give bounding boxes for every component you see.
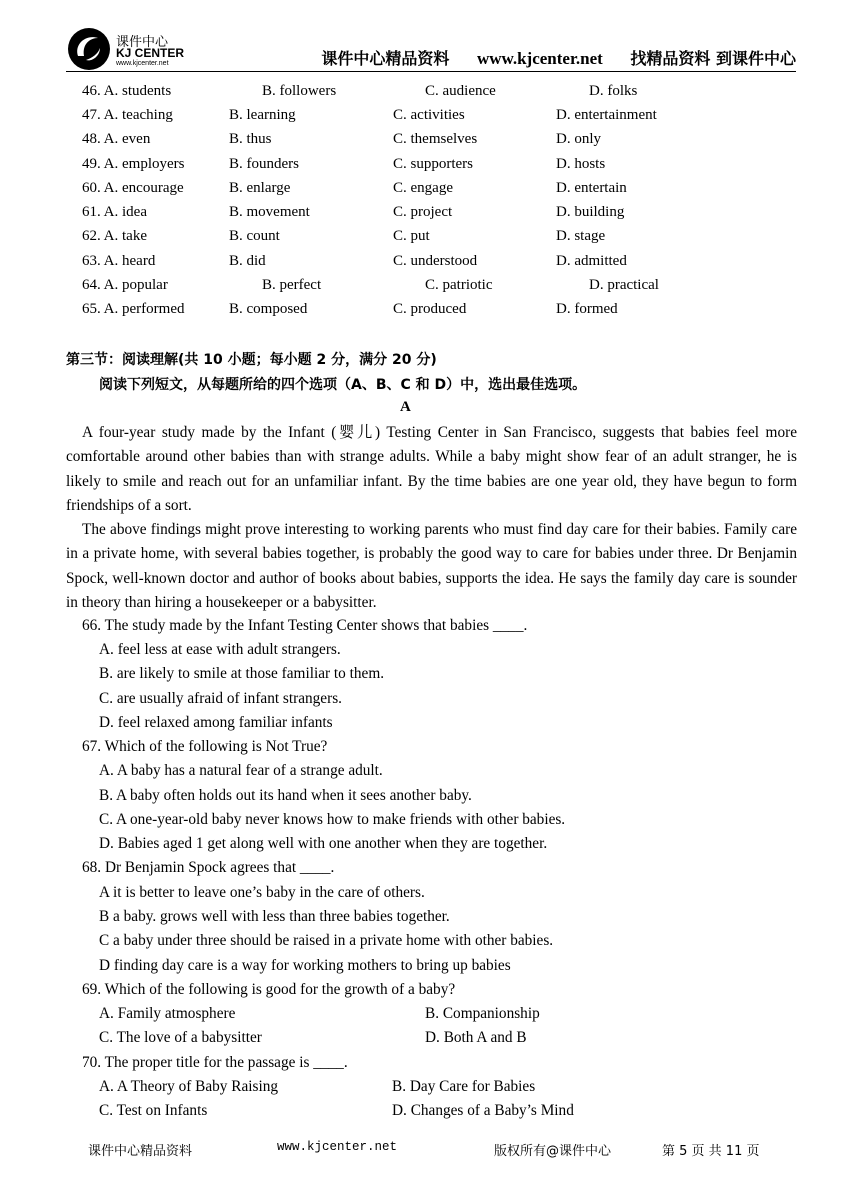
- question-67-option-d: D. Babies aged 1 get along well with one another when they are together.: [99, 835, 548, 852]
- passage-letter: A: [400, 399, 411, 415]
- option-c: C. patriotic: [425, 277, 493, 293]
- question-68-option-b: B a baby. grows well with less than three babies together.: [99, 908, 450, 925]
- option-d: D. practical: [589, 277, 659, 293]
- option-c: C. project: [393, 204, 453, 220]
- option-a: 48. A. even: [82, 131, 151, 147]
- question-66-stem: 66. The study made by the Infant Testing Center shows that babies ____.: [82, 617, 528, 634]
- question-66-option-c: C. are usually afraid of infant strangers.: [99, 690, 342, 707]
- question-68-option-a: A it is better to leave one’s baby in the care of others.: [99, 884, 425, 901]
- option-c: C. understood: [393, 253, 478, 269]
- option-d: D. stage: [556, 228, 606, 244]
- option-a: 62. A. take: [82, 228, 147, 244]
- option-d: D. hosts: [556, 156, 606, 172]
- option-d: D. building: [556, 204, 625, 220]
- option-c: C. supporters: [393, 156, 473, 172]
- question-69-option-a: A. Family atmosphere: [99, 1005, 236, 1022]
- option-a: 61. A. idea: [82, 204, 147, 220]
- question-70-option-d: D. Changes of a Baby’s Mind: [392, 1102, 574, 1119]
- option-c: C. produced: [393, 301, 467, 317]
- option-b: B. enlarge: [229, 180, 291, 196]
- option-b: B. followers: [262, 83, 337, 99]
- question-66-option-a: A. feel less at ease with adult strangers.: [99, 641, 341, 658]
- logo-english-text: KJ CENTER: [116, 46, 185, 60]
- question-69-option-b: B. Companionship: [425, 1005, 540, 1022]
- option-b: B. perfect: [262, 277, 322, 293]
- header-divider: [66, 71, 796, 72]
- option-a: 46. A. students: [82, 83, 172, 99]
- footer-left-text: 课件中心精品资料: [88, 1144, 193, 1159]
- question-66-option-b: B. are likely to smile at those familiar to them.: [99, 665, 385, 682]
- question-69-option-d: D. Both A and B: [425, 1029, 527, 1046]
- footer-copyright: 版权所有@课件中心: [494, 1144, 612, 1159]
- header-slogan: 找精品资料 到课件中心: [630, 49, 796, 68]
- question-70-option-b: B. Day Care for Babies: [392, 1078, 536, 1095]
- logo-url-text: www.kjcenter.net: [116, 60, 169, 67]
- header-text: [299, 46, 796, 69]
- option-c: C. themselves: [393, 131, 478, 147]
- option-d: D. only: [556, 131, 601, 147]
- option-d: D. admitted: [556, 253, 627, 269]
- option-d: D. entertain: [556, 180, 627, 196]
- option-b: B. did: [229, 253, 266, 269]
- header-url[interactable]: www.kjcenter.net: [476, 49, 603, 68]
- footer-page-number: 第 5 页 共 11 页: [662, 1144, 760, 1159]
- option-c: C. engage: [393, 180, 453, 196]
- question-66-option-d: D. feel relaxed among familiar infants: [99, 714, 333, 731]
- question-69-stem: 69. Which of the following is good for the growth of a baby?: [82, 981, 456, 998]
- page-header: [66, 22, 796, 72]
- question-68-option-d: D finding day care is a way for working mothers to bring up babies: [99, 957, 511, 974]
- logo-chinese-text: 课件中心: [116, 35, 169, 50]
- header-tagline: 课件中心精品资料: [321, 49, 450, 68]
- passage-paragraph-1: A four-year study made by the Infant (婴儿) Testing Center in San Francisco, suggests that babies feel more comfortable around other babies than with strange adults. While a baby might show fear of an adult stranger, he is likely to smile and reach out for an unfamiliar infant. By the time babies are one year old, they have begun to form friendships of a sort.: [66, 424, 797, 514]
- logo-swirl-icon: [66, 26, 112, 72]
- question-70-option-a: A. A Theory of Baby Raising: [99, 1078, 279, 1095]
- option-a: 49. A. employers: [82, 156, 185, 172]
- footer-url[interactable]: www.kjcenter.net: [277, 1140, 398, 1154]
- option-c: C. put: [393, 228, 430, 244]
- passage-paragraph-2: The above findings might prove interesting to working parents who must find day care for their babies. Family care in a private home, with several babies together, is probably the good way to care for babies under three. Dr Benjamin Spock, well-known doctor and author of books about babies, supports the idea. He says the family day care is sounder in theory than hiring a housekeeper or a babysitter.: [66, 521, 797, 611]
- question-67-option-c: C. A one-year-old baby never knows how to make friends with other babies.: [99, 811, 566, 828]
- option-c: C. activities: [393, 107, 465, 123]
- question-69-option-c: C. The love of a babysitter: [99, 1029, 262, 1046]
- option-a: 64. A. popular: [82, 277, 168, 293]
- kj-center-logo: [66, 22, 206, 72]
- option-c: C. audience: [425, 83, 496, 99]
- option-d: D. folks: [589, 83, 638, 99]
- option-a: 47. A. teaching: [82, 107, 173, 123]
- option-b: B. founders: [229, 156, 299, 172]
- section-title: 第三节：阅读理解(共 10 小题；每小题 2 分，满分 20 分): [66, 352, 437, 368]
- question-67-option-b: B. A baby often holds out its hand when it sees another baby.: [99, 787, 472, 804]
- question-67-stem: 67. Which of the following is Not True?: [82, 738, 328, 755]
- question-68-option-c: C a baby under three should be raised in a private home with other babies.: [99, 932, 554, 949]
- option-b: B. thus: [229, 131, 272, 147]
- option-d: D. entertainment: [556, 107, 657, 123]
- option-a: 63. A. heard: [82, 253, 156, 269]
- option-b: B. count: [229, 228, 280, 244]
- section-instruction: 阅读下列短文，从每题所给的四个选项（A、B、C 和 D）中，选出最佳选项。: [99, 377, 587, 393]
- option-b: B. movement: [229, 204, 310, 220]
- question-67-option-a: A. A baby has a natural fear of a strange adult.: [99, 762, 383, 779]
- question-70-option-c: C. Test on Infants: [99, 1102, 208, 1119]
- question-68-stem: 68. Dr Benjamin Spock agrees that ____.: [82, 859, 335, 876]
- option-b: B. learning: [229, 107, 296, 123]
- question-70-stem: 70. The proper title for the passage is ____.: [82, 1054, 348, 1071]
- option-b: B. composed: [229, 301, 308, 317]
- option-a: 60. A. encourage: [82, 180, 184, 196]
- option-a: 65. A. performed: [82, 301, 185, 317]
- option-d: D. formed: [556, 301, 618, 317]
